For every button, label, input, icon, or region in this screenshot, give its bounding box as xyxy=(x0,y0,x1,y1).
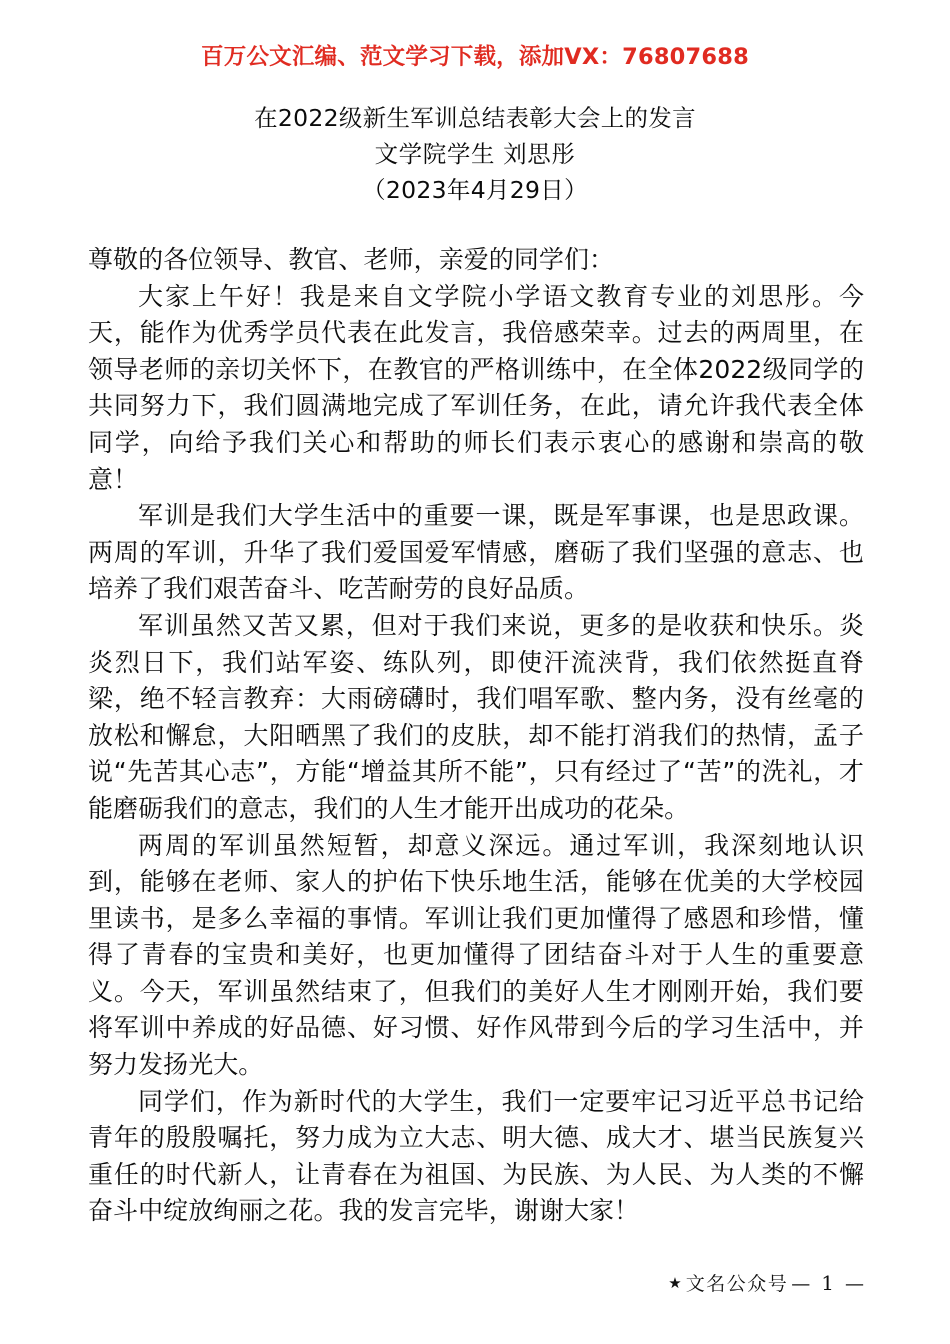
paragraph-4: 两周的军训虽然短暂，却意义深远。通过军训，我深刻地认识到，能够在老师、家人的护佑下快乐地生活，能够在优美的大学校园里读书，是多么幸福的事情。军训让我们更加懂得了感恩和珍惜，懂得了青春的宝贵和美好，也更加懂得了团结奋斗对于人生的重要意义。今天，军训虽然结束了，但我们的美好人生才刚刚开始，我们要将军训中养成的好品德、好习惯、好作风带到今后的学习生活中，并努力发扬光大。 xyxy=(88,830,864,1080)
promo-banner: 百万公文汇编、范文学习下载，添加VX：76807688 xyxy=(201,44,749,70)
document-date: （2023年4月29日） xyxy=(362,176,588,204)
document-author: 文学院学生 刘思彤 xyxy=(374,140,576,168)
page-number: 1 xyxy=(821,1271,835,1295)
footer-dash-right: — xyxy=(845,1273,865,1295)
star-icon: ★ xyxy=(668,1274,683,1292)
paragraph-salutation: 尊敬的各位领导、教官、老师，亲爱的同学们： xyxy=(88,245,615,274)
page-footer xyxy=(0,1270,950,1297)
footer-dash-left: — xyxy=(791,1273,812,1295)
document-title-block xyxy=(0,100,950,208)
paragraph-5: 同学们，作为新时代的大学生，我们一定要牢记习近平总书记给青年的殷殷嘱托，努力成为立大志、明大德、成大才、堪当民族复兴重任的时代新人，让青春在为祖国、为民族、为人民、为人类的不懈奋斗中绽放绚丽之花。我的发言完毕，谢谢大家！ xyxy=(88,1086,864,1226)
paragraph-2: 军训是我们大学生活中的重要一课，既是军事课，也是思政课。两周的军训，升华了我们爱国爱军情感，磨砺了我们坚强的意志、也培养了我们艰苦奋斗、吃苦耐劳的良好品质。 xyxy=(88,501,864,604)
footer-content xyxy=(668,1270,868,1297)
paragraph-3: 军训虽然又苦又累，但对于我们来说，更多的是收获和快乐。炎炎烈日下，我们站军姿、练队列，即使汗流浃背，我们依然挺直脊梁，绝不轻言教弃：大雨磅礴时，我们唱军歌、整内务，没有丝毫的放松和懈怠，大阳晒黑了我们的皮肤，却不能打消我们的热情，孟子说“先苦其心志”，方能“增益其所不能”，只有经过了“苦”的洗礼，才能磨砺我们的意志，我们的人生才能开出成功的花朵。 xyxy=(88,610,864,823)
document-body xyxy=(88,242,864,1230)
footer-brand-label: 文名公众号 xyxy=(685,1273,789,1295)
paragraph-1: 大家上午好！我是来自文学院小学语文教育专业的刘思彤。今天，能作为优秀学员代表在此发言，我倍感荣幸。过去的两周里，在领导老师的亲切关怀下，在教官的严格训练中，在全体2022级同学的共同努力下，我们圆满地完成了军训任务，在此，请允许我代表全体同学，向给予我们关心和帮助的师长们表示衷心的感谢和崇高的敬意！ xyxy=(88,281,864,494)
document-title: 在2022级新生军训总结表彰大会上的发言 xyxy=(254,104,696,132)
